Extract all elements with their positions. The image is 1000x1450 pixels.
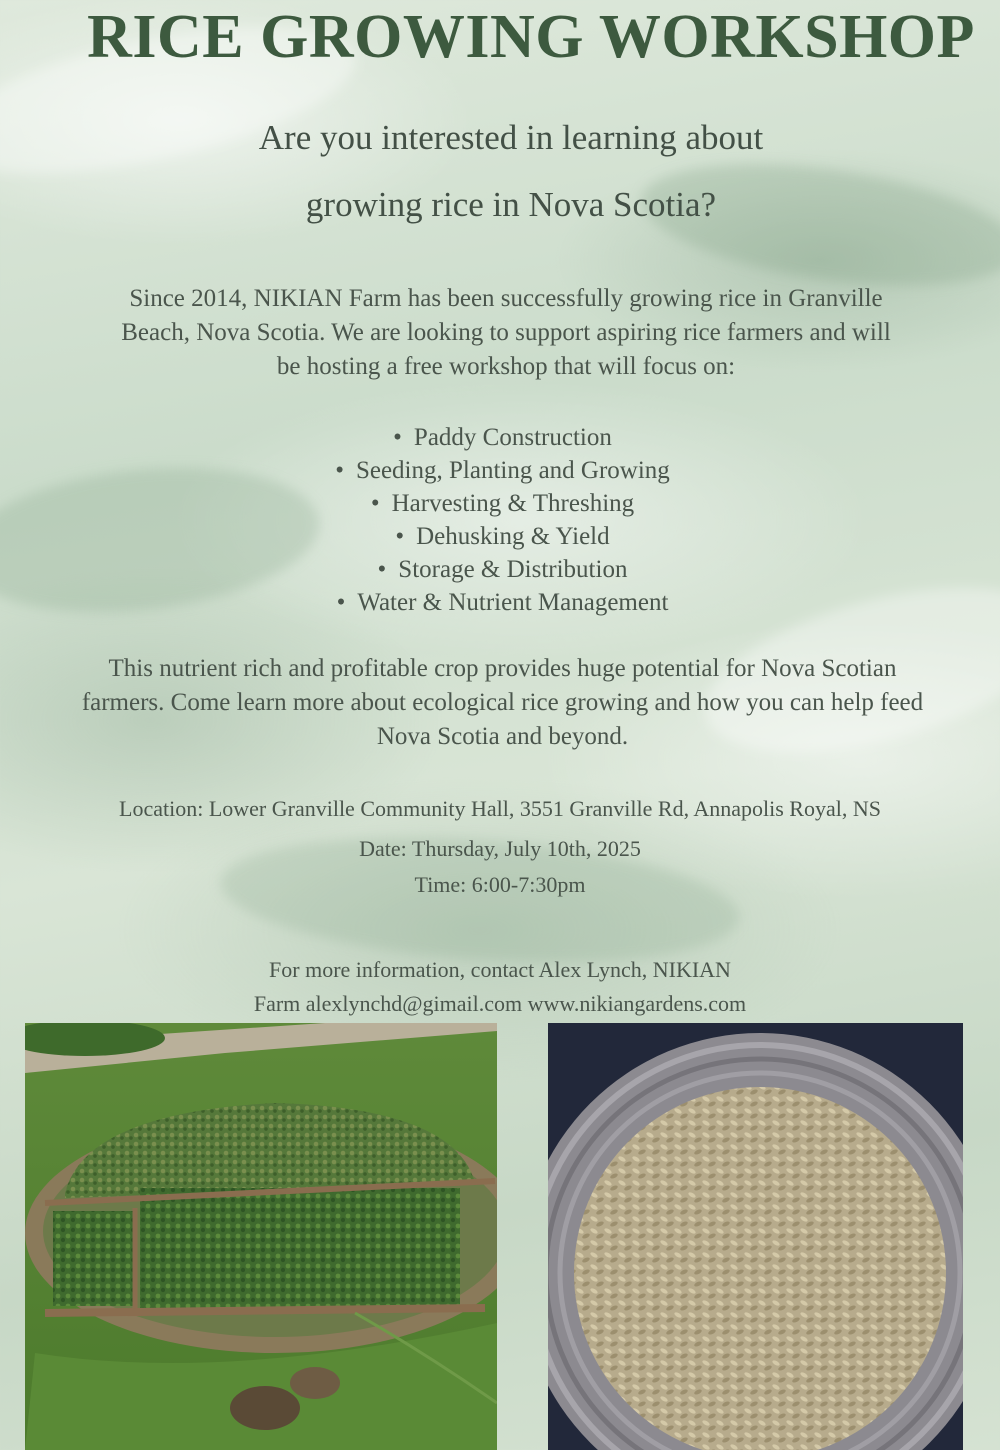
rice-grains-in-basket-photo bbox=[548, 1023, 963, 1450]
list-item bbox=[0, 454, 1000, 487]
topic-label: Dehusking & Yield bbox=[416, 523, 610, 550]
closing-paragraph bbox=[0, 652, 1000, 754]
list-item bbox=[0, 553, 1000, 586]
closing-line: farmers. Come learn more about ecological rice growing and how you can help feed bbox=[81, 689, 924, 716]
list-item bbox=[0, 421, 1000, 454]
intro-line: be hosting a free workshop that will focus on: bbox=[276, 353, 736, 380]
bullet: • bbox=[377, 556, 387, 583]
bullet: • bbox=[393, 424, 402, 451]
closing-line: Nova Scotia and beyond. bbox=[376, 723, 629, 750]
aerial-rice-paddy-photo bbox=[25, 1023, 497, 1450]
bullet: • bbox=[370, 490, 380, 517]
question-line-1: Are you interested in learning about bbox=[258, 118, 764, 157]
contact-line-1: For more information, contact Alex Lynch, NIKIAN bbox=[269, 957, 731, 982]
event-location: Location: Lower Granville Community Hall, 3551 Granville Rd, Annapolis Royal, NS bbox=[119, 796, 881, 821]
list-item bbox=[0, 520, 1000, 553]
list-item bbox=[0, 586, 1000, 619]
bullet: • bbox=[335, 457, 344, 484]
topic-label: Water & Nutrient Management bbox=[357, 589, 669, 616]
bullet: • bbox=[395, 523, 405, 550]
question-line-2: growing rice in Nova Scotia? bbox=[305, 185, 717, 224]
contact-line-2: Farm alexlynchd@gimail.com www.nikiangardens.com bbox=[253, 991, 747, 1016]
topic-label: Seeding, Planting and Growing bbox=[355, 457, 670, 484]
intro-line: Beach, Nova Scotia. We are looking to support aspiring rice farmers and will bbox=[121, 319, 891, 346]
event-time: Time: 6:00-7:30pm bbox=[414, 872, 586, 897]
page-title: RICE GROWING WORKSHOP bbox=[87, 3, 975, 71]
topics-list bbox=[0, 421, 1000, 619]
topic-label: Storage & Distribution bbox=[398, 556, 628, 583]
bullet: • bbox=[336, 589, 346, 616]
closing-line: This nutrient rich and profitable crop provides huge potential for Nova Scotian bbox=[108, 655, 897, 682]
list-item bbox=[0, 487, 1000, 520]
topic-label: Paddy Construction bbox=[413, 424, 612, 451]
intro-paragraph bbox=[0, 282, 1000, 384]
topic-label: Harvesting & Threshing bbox=[391, 490, 635, 517]
intro-line: Since 2014, NIKIAN Farm has been successfully growing rice in Granville bbox=[129, 285, 883, 312]
event-date: Date: Thursday, July 10th, 2025 bbox=[359, 836, 641, 861]
